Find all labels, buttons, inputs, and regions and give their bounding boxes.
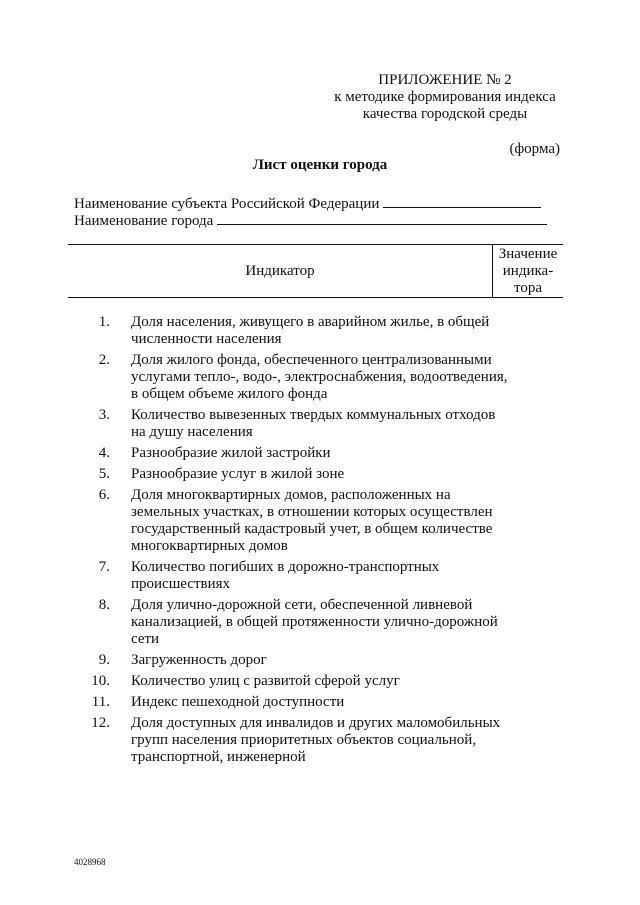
form-note: (форма) [509, 141, 560, 157]
column-header-value-line-3: тора [513, 280, 542, 296]
indicator-text: Доля улично-дорожной сети, обеспеченной ливневой канализацией, в общей протяженности улично-дорожной сети [131, 597, 498, 647]
table-header-bottom-rule [68, 297, 563, 298]
indicator-number: 8. [98, 597, 110, 613]
column-header-value-line-2: индика- [502, 263, 554, 279]
indicator-list [0, 314, 640, 770]
indicator-text: Количество погибших в дорожно-транспортных происшествиях [131, 559, 440, 592]
indicator-number: 5. [98, 466, 110, 482]
indicator-row-2 [0, 352, 640, 403]
city-name-blank-line [217, 211, 547, 225]
appendix-line-2: к методике формирования индекса [334, 89, 556, 105]
document-code: 4028968 [74, 857, 106, 867]
appendix-line-1: ПРИЛОЖЕНИЕ № 2 [378, 72, 512, 88]
indicator-number: 12. [91, 715, 110, 731]
indicator-text: Разнообразие жилой застройки [131, 445, 331, 461]
indicator-number: 9. [98, 652, 110, 668]
indicator-number: 10. [91, 673, 110, 689]
indicator-row-1 [0, 314, 640, 348]
document-title: Лист оценки города [252, 157, 388, 173]
indicator-text: Доля населения, живущего в аварийном жилье, в общей численности населения [131, 314, 490, 347]
indicator-row-7 [0, 559, 640, 593]
indicator-number: 11. [91, 694, 110, 710]
indicator-row-12 [0, 715, 640, 766]
indicator-row-4 [0, 445, 640, 462]
city-name-label: Наименование города [74, 213, 214, 229]
indicator-number: 1. [98, 314, 110, 330]
indicator-text: Количество улиц с развитой сферой услуг [131, 673, 400, 689]
indicator-text: Загруженность дорог [131, 652, 267, 668]
indicator-text: Доля многоквартирных домов, расположенных на земельных участках, в отношении которых осуществлен государственный кадастровый учет, в общем количестве многоквартирных домов [131, 487, 493, 554]
indicator-text: Разнообразие услуг в жилой зоне [131, 466, 345, 482]
indicator-row-9 [0, 652, 640, 669]
column-header-indicator: Индикатор [245, 263, 315, 279]
city-name-field [74, 211, 547, 230]
subject-name-label: Наименование субъекта Российской Федерации [74, 196, 380, 212]
indicator-row-11 [0, 694, 640, 711]
indicator-text: Доля жилого фонда, обеспеченного централизованными услугами тепло-, водо-, электроснабжения, водоотведения, в общем объеме жилого фонда [131, 352, 508, 402]
indicator-row-10 [0, 673, 640, 690]
indicator-row-3 [0, 407, 640, 441]
indicator-text: Доля доступных для инвалидов и других маломобильных групп населения приоритетных объектов социальной, транспортной, инженерной [131, 715, 501, 765]
table-header-top-rule [68, 244, 563, 245]
indicator-number: 3. [98, 407, 110, 423]
subject-name-blank-line [383, 194, 541, 208]
column-header-value [493, 246, 563, 297]
column-header-value-line-1: Значение [498, 246, 558, 262]
indicator-row-5 [0, 466, 640, 483]
indicator-number: 7. [98, 559, 110, 575]
indicator-number: 2. [98, 352, 110, 368]
appendix-header [300, 72, 590, 123]
indicator-row-6 [0, 487, 640, 555]
indicator-text: Количество вывезенных твердых коммунальных отходов на душу населения [131, 407, 496, 440]
indicator-text: Индекс пешеходной доступности [131, 694, 345, 710]
indicator-number: 6. [98, 487, 110, 503]
appendix-line-3: качества городской среды [362, 106, 528, 122]
indicator-row-8 [0, 597, 640, 648]
indicator-number: 4. [98, 445, 110, 461]
